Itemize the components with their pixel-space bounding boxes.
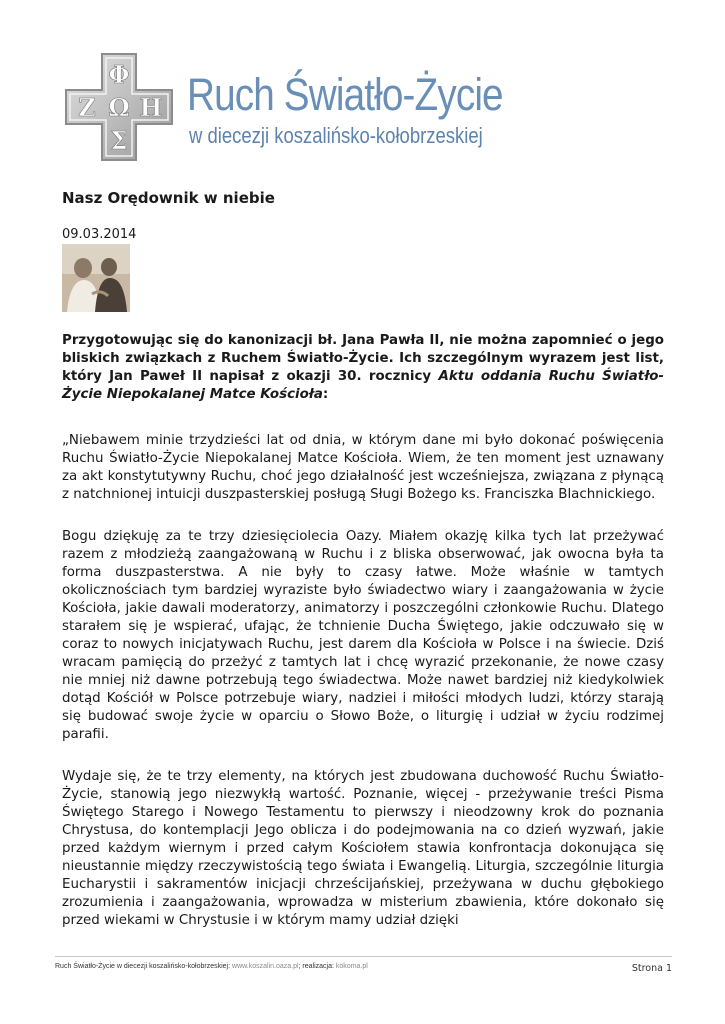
article-paragraph: Bogu dziękuję za te trzy dziesięciolecia Oazy. Miałem okazję kilka tych lat przeżywać razem z młodzieżą zaangażowaną w Ruchu i z bliska obserwować, jak owocna była ta forma duszpasterstwa. A nie były to czasy łatwe. Może właśnie w tamtych okolicznościach tym bardziej wyraziste było świadectwo wiary i zaangażowania w życie Kościoła, jakie dawali moderatorzy, animatorzy i poszczególni członkowie Ruchu. Dlatego starałem się je wspierać, ufając, że tchnienie Ducha Świętego, jakie odczuwało się w coraz to nowych inicjatywach Ruchu, jest darem dla Kościoła w Polsce i na świecie. Dziś wracam pamięcią do przeżyć z tamtych lat i chcę wyrazić przekonanie, że nowe czasy nie mniej niż dawne potrzebują tego świadectwa. Może nawet bardziej niż kiedykolwiek dotąd Kościół w Polsce potrzebuje wiary, nadziei i miłości młodych ludzi, którzy starają się budować swoje życie w oparciu o Słowo Boże, o liturgię i udział w życiu rodzimej parafii. (62, 529, 664, 742)
footer-divider (55, 956, 672, 957)
article-paragraph: „Niebawem minie trzydzieści lat od dnia, w którym dane mi było dokonać poświęcenia Ruchu Światło-Życie Niepokalanej Matce Kościoła. Wiem, że ten moment jest uznawany za akt konstytutywny Ruchu, choć jego działalność jest wcześniejsza, związana z płynącą z natchnionej intuicji duszpasterskiej posługą Sługi Bożego ks. Franciszka Blachnickiego. (62, 433, 664, 502)
logo-subtitle: w diecezji koszalińsko-kołobrzeskiej (189, 123, 483, 148)
svg-text:Σ: Σ (110, 126, 128, 155)
article-lead: Przygotowując się do kanonizacji bł. Jana Pawła II, nie można zapomnieć o jego bliskich związkach z Ruchem Światło-Życie. Ich szczególnym wyrazem jest list, który Jan Paweł II napisał z okazji 30. rocznicy Aktu oddania Ruchu Światło-Życie Niepokalanej Matce Kościoła: (62, 333, 664, 402)
article-photo[interactable] (62, 244, 130, 312)
svg-text:Ω: Ω (108, 93, 130, 122)
site-logo[interactable] (62, 50, 562, 165)
page-number: Strona 1 (631, 963, 672, 974)
oaza-emblem-icon (62, 50, 176, 164)
svg-text:Ζ: Ζ (78, 93, 96, 122)
footer-credits: Ruch Światło-Życie w diecezji koszalińsko-kołobrzeskiej: www.koszalin.oaza.pl; realizacja: kokoma.pl (55, 963, 368, 970)
logo-title: Ruch Światło-Życie (187, 69, 503, 120)
svg-text:Η: Η (139, 93, 163, 122)
article-date: 09.03.2014 (62, 227, 137, 242)
svg-text:Φ: Φ (108, 60, 130, 89)
lead-italic-title: Aktu oddania Ruchu Światło-Życie Niepokalanej Matce Kościoła (62, 369, 664, 402)
site-url-link[interactable]: www.koszalin.oaza.pl (232, 963, 299, 970)
realization-link[interactable]: kokoma.pl (335, 963, 368, 970)
article-title: Nasz Orędownik w niebie (62, 189, 275, 207)
article-paragraph: Wydaje się, że te trzy elementy, na których jest zbudowana duchowość Ruchu Światło-Życie, stanowią jego niezwykłą wartość. Poznanie, więcej - przeżywanie treści Pisma Świętego Starego i Nowego Testamentu to pierwszy i nieodzowny krok do poznania Chrystusa, do kontemplacji Jego oblicza i do podejmowania na co dzień wyzwań, jakie przed każdym wiernym i przed całym Kościołem stawia konfrontacja dokonująca się nieustannie między rzeczywistością tego świata i Ewangelią. Liturgia, szczególnie liturgia Eucharystii i sakramentów inicjacji chrześcijańskiej, przeżywana w duchu głębokiego zrozumienia i zaangażowania, wprowadza w misterium zbawienia, które dokonało się przed wiekami w Chrystusie i w którym mamy udział dzięki (62, 769, 664, 928)
